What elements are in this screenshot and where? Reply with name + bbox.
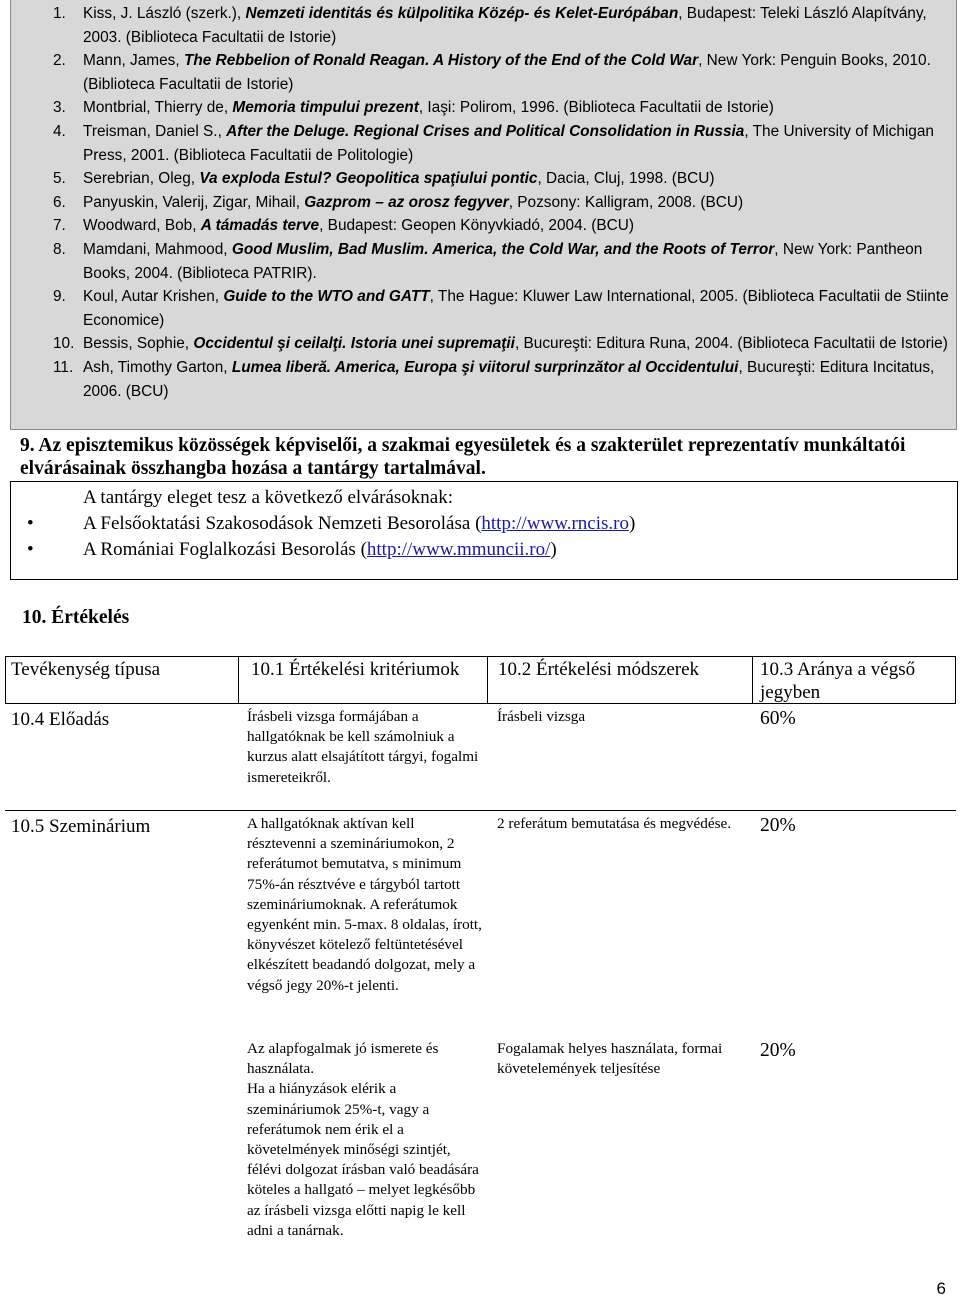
bibliography-number: 1. bbox=[53, 5, 66, 22]
bibliography-segment: Woodward, Bob, bbox=[83, 217, 201, 235]
row-seminar-criteria: A hallgatóknak aktívan kell résztevenni a szemináriumokon, 2 referátumot bemutatva, s minimum 75%-án résztvéve e tárgyból tartott szemináriumoknak. A referátumok egyenként min. 5-max. 8 oldalas, írott, könyvészet kötelező feltüntetésével elkészített beadandó dolgozat, mely a végső jegy 20%-t jelenti. bbox=[247, 815, 482, 994]
table-border bbox=[752, 656, 753, 704]
bibliography-text bbox=[83, 288, 949, 329]
bibliography-segment: , The Hague: Kluwer Law International, 2005. (Biblioteca Facultatii de Stiinte Economice) bbox=[83, 288, 949, 329]
bullet-after: ) bbox=[550, 539, 557, 560]
bibliography-item bbox=[11, 356, 956, 403]
bibliography-segment: Ash, Timothy Garton, bbox=[83, 358, 232, 376]
bibliography-item bbox=[11, 332, 956, 356]
bibliography-number: 4. bbox=[53, 122, 66, 140]
bibliography-segment: , Pozsony: Kalligram, 2008. (BCU) bbox=[508, 193, 744, 211]
section-9-title: 9. Az episztemikus közösségek képviselői, a szakmai egyesületek és a szakterület reprezentatív munkáltatói elvárásainak összhangba hozása a tantárgy tartalmával. bbox=[20, 435, 906, 479]
bibliography-segment: , Dacia, Cluj, 1998. (BCU) bbox=[537, 170, 715, 188]
bibliography-item bbox=[11, 285, 956, 332]
header-methods: 10.2 Értékelési módszerek bbox=[498, 659, 700, 680]
row-seminar-ratio: 20% bbox=[760, 815, 796, 836]
bibliography-segment: Serebrian, Oleg, bbox=[83, 170, 200, 188]
bibliography-segment: Mann, James, bbox=[83, 52, 184, 70]
bibliography-text bbox=[83, 52, 931, 93]
bibliography-title: The Rebbelion of Ronald Reagan. A History of the End of the Cold War bbox=[183, 52, 699, 70]
bibliography-item bbox=[11, 191, 956, 215]
table-border bbox=[5, 656, 956, 657]
bibliography-segment: , New York: Pantheon Books, 2004. (Biblioteca PATRIR). bbox=[83, 240, 923, 282]
bibliography-segment: Mamdani, Mahmood, bbox=[83, 240, 232, 258]
bullet-text: A Felsőoktatási Szakosodások Nemzeti Besorolása ( bbox=[83, 513, 482, 534]
table-border bbox=[238, 656, 239, 704]
bibliography-segment: , The University of Michigan Press, 2001. (Biblioteca Facultatii de Politologie) bbox=[83, 122, 934, 164]
bibliography-title: Good Muslim, Bad Muslim. America, the Cold War, and the Roots of Terror bbox=[231, 240, 775, 258]
row-seminar-method: 2 referátum bemutatása és megvédése. bbox=[497, 815, 732, 832]
bibliography-segment: , Budapest: Teleki László Alapítvány, 2003. (Biblioteca Facultatii de Istorie) bbox=[83, 5, 927, 46]
bibliography-item bbox=[11, 238, 956, 285]
bibliography-item bbox=[11, 96, 956, 120]
bibliography-segment: , Budapest: Geopen Könyvkiadó, 2004. (BCU) bbox=[319, 217, 634, 235]
bibliography-text bbox=[83, 123, 934, 164]
bibliography-number: 2. bbox=[53, 52, 66, 70]
bibliography-title: After the Deluge. Regional Crises and Political Consolidation in Russia bbox=[226, 122, 745, 140]
bibliography-text bbox=[83, 335, 948, 352]
bibliography-segment: Kiss, J. László (szerk.), bbox=[83, 5, 246, 22]
bibliography-segment: , Bucureşti: Editura Runa, 2004. (Biblioteca Facultatii de Istorie) bbox=[514, 335, 948, 353]
bibliography-segment: Montbrial, Thierry de, bbox=[83, 99, 233, 117]
bibliography-item bbox=[11, 120, 956, 167]
bibliography-item bbox=[11, 167, 956, 191]
bibliography-title: Guide to the WTO and GATT bbox=[223, 288, 430, 306]
row-seminar2-criteria: Az alapfogalmak jó ismerete és használata. Ha a hiányzások elérik a szemináriumok 25%-t, vagy a referátumok nem érik el a követelmények minőségi szintjét, félévi dolgozat írásban való beadására köteles a hallgató – melyet legkésőbb az írásbeli vizsga előtti napig le kell adni a tanárnak. bbox=[247, 1040, 479, 1239]
header-ratio: 10.3 Aránya a végső jegyben bbox=[760, 659, 916, 703]
row-lecture-ratio: 60% bbox=[760, 708, 796, 729]
section-9-intro: A tantárgy eleget tesz a következő elvárásoknak: bbox=[83, 487, 453, 508]
bullet-icon: • bbox=[27, 513, 34, 534]
bibliography-list bbox=[11, 0, 956, 403]
header-criteria: 10.1 Értékelési kritériumok bbox=[251, 659, 460, 680]
bibliography-title: Gazprom – az orosz fegyver bbox=[304, 193, 509, 211]
bibliography-segment: Bessis, Sophie, bbox=[83, 335, 194, 353]
bibliography-title: A támadás terve bbox=[200, 217, 320, 235]
bibliography-number: 3. bbox=[53, 99, 66, 117]
bullet-after: ) bbox=[629, 513, 636, 534]
bibliography-segment: , Iaşi: Polirom, 1996. (Biblioteca Facultatii de Istorie) bbox=[418, 99, 774, 117]
bibliography-text bbox=[83, 5, 927, 46]
bibliography-text bbox=[83, 241, 922, 282]
bibliography-number: 10. bbox=[53, 335, 75, 353]
bullet-icon: • bbox=[27, 539, 34, 560]
section-9-box bbox=[10, 481, 958, 580]
table-border bbox=[5, 810, 956, 811]
row-lecture-activity: 10.4 Előadás bbox=[11, 709, 110, 730]
bibliography-item bbox=[11, 2, 956, 49]
table-border bbox=[487, 656, 488, 704]
bibliography-number: 8. bbox=[53, 240, 66, 258]
mmuncii-link[interactable]: http://www.mmuncii.ro/ bbox=[366, 539, 551, 560]
row-lecture-method: Írásbeli vizsga bbox=[497, 708, 586, 725]
bibliography-segment: , New York: Penguin Books, 2010. (Biblioteca Facultatii de Istorie) bbox=[83, 52, 931, 93]
bibliography-title: Memoria timpului prezent bbox=[232, 99, 419, 117]
bibliography-text bbox=[83, 99, 774, 116]
row-lecture-criteria: Írásbeli vizsga formájában a hallgatóknak be kell számolniuk a kurzus alatt elsajátított tárgyi, fogalmi ismereteikről. bbox=[247, 708, 479, 786]
bibliography-number: 6. bbox=[53, 193, 66, 211]
table-border bbox=[5, 656, 6, 704]
bibliography-text bbox=[83, 170, 715, 187]
bibliography-segment: Panyuskin, Valerij, Zigar, Mihail, bbox=[83, 193, 305, 211]
bibliography-number: 9. bbox=[53, 288, 66, 306]
bibliography-text bbox=[83, 194, 743, 211]
page-number: 6 bbox=[936, 1279, 946, 1298]
bibliography-text bbox=[83, 359, 934, 400]
header-activity-type: Tevékenység típusa bbox=[11, 659, 161, 680]
row-seminar2-method: Fogalamak helyes használata, formai követelemények teljesítése bbox=[497, 1040, 723, 1078]
bibliography-title: Occidentul şi ceilalţi. Istoria unei supremaţii bbox=[193, 335, 515, 353]
rncis-link[interactable]: http://www.rncis.ro bbox=[481, 513, 629, 534]
bibliography-title: Va exploda Estul? Geopolitica spaţiului pontic bbox=[199, 170, 538, 188]
bibliography-segment: , Bucureşti: Editura Incitatus, 2006. (BCU) bbox=[83, 358, 935, 400]
bibliography-segment: Treisman, Daniel S., bbox=[83, 122, 227, 140]
row-seminar2-ratio: 20% bbox=[760, 1040, 796, 1061]
bibliography-title: Lumea liberă. America, Europa şi viitorul surprinzător al Occidentului bbox=[231, 358, 739, 376]
bullet-text: A Romániai Foglalkozási Besorolás ( bbox=[83, 539, 367, 560]
bibliography-text bbox=[83, 217, 634, 234]
table-border bbox=[955, 656, 956, 704]
bibliography-number: 5. bbox=[53, 170, 66, 188]
bibliography-segment: Koul, Autar Krishen, bbox=[83, 288, 224, 306]
bibliography-number: 7. bbox=[53, 217, 66, 235]
bibliography-number: 11. bbox=[53, 358, 74, 376]
bibliography-item bbox=[11, 214, 956, 238]
bibliography-title: Nemzeti identitás és külpolitika Közép- és Kelet-Európában bbox=[245, 5, 679, 22]
bibliography-box bbox=[10, 0, 957, 430]
bibliography-item bbox=[11, 49, 956, 96]
row-seminar-activity: 10.5 Szeminárium bbox=[11, 816, 151, 837]
section-10-title: 10. Értékelés bbox=[22, 607, 130, 628]
